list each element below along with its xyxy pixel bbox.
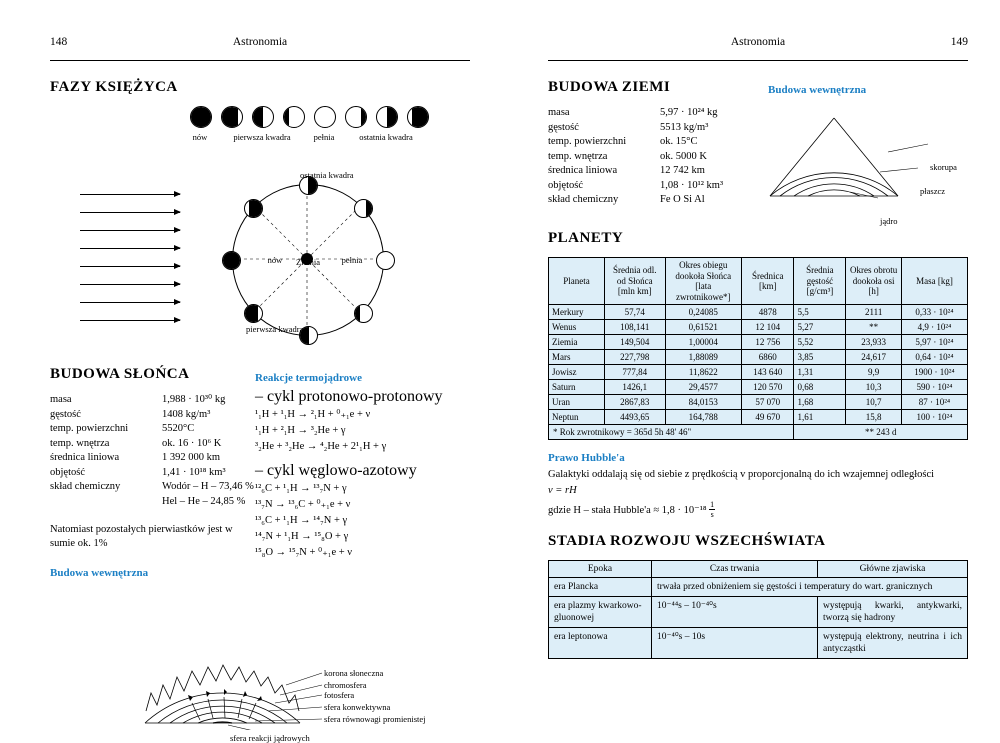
heading-earth-structure: BUDOWA ZIEMI (548, 79, 671, 95)
sun-structure-note: Natomiast pozostałych pierwiastków jest w sumie ok. 1% (50, 524, 233, 549)
list-item: średnica liniowa 12 742 km (548, 165, 705, 176)
phase-label-first-quarter: pierwsza kwadra (233, 132, 291, 142)
reactions-cycle2 (255, 481, 470, 560)
equation: ¹₁H + ²₁H → ³₂He + γ (255, 425, 346, 436)
left-page (50, 36, 470, 743)
list-item: skład chemiczny Wodór – H – 73,46 % (50, 481, 254, 492)
hubble-unit: $\frac{1}{s}$ (710, 500, 715, 519)
earth-label-core: jądro (880, 216, 898, 226)
right-page (548, 36, 968, 659)
earth-interior-wrap (758, 100, 968, 226)
header-rule-left (50, 60, 470, 61)
table-row: era Plancka trwała przed obniżeniem się gęstości i temperatury do wart. granicznych (549, 578, 968, 597)
heading-planets: PLANETY (548, 230, 624, 246)
folio-right: 149 (950, 36, 968, 48)
sun-ray (80, 194, 180, 195)
phase-label-new: nów (192, 132, 208, 142)
col-epoch: Epoka (549, 561, 652, 578)
list-item: objętość 1,08 · 10¹² km³ (548, 179, 724, 191)
table-row: Merkury 57,74 0,24085 4878 5,5 2111 0,33 · 10²⁴ (549, 305, 968, 320)
moon-icon-first-quarter (252, 106, 274, 128)
sun-ray (80, 212, 180, 213)
reactions-cycle1 (255, 407, 470, 454)
phase-label-last-quarter: ostatnia kwadra (359, 132, 413, 142)
list-item: gęstość 1408 kg/m³ (50, 408, 211, 420)
orbit-moon-full (376, 251, 395, 270)
list-item: skład chemiczny Fe O Si Al (548, 194, 705, 205)
table-header-row (549, 561, 968, 578)
table-row: Wenus 108,141 0,61521 12 104 5,27 ** 4,9 · 10²⁴ (549, 320, 968, 335)
sun-label-radiative: sfera równowagi promienistej (324, 714, 426, 724)
sun-structure-block (50, 366, 260, 551)
list-item: temp. powierzchni 5520°C (50, 423, 195, 434)
sun-ray (80, 302, 180, 303)
equation: ³₂He + ³₂He → ⁴₂He + 2¹₁H + γ (255, 441, 387, 452)
equation: ¹⁴₇N + ¹₁H → ¹⁵₈O + γ (255, 531, 349, 542)
sun-structure-list (50, 393, 260, 509)
equation: ¹²₆C + ¹₁H → ¹³₇N + γ (255, 483, 347, 494)
moon-icon-full (314, 106, 336, 128)
sun-ray (80, 266, 180, 267)
table-row: Mars 227,798 1,88089 6860 3,85 24,617 0,64 · 10²⁴ (549, 350, 968, 365)
phase-label-full: pełnia (313, 132, 335, 142)
heading-sun-structure: BUDOWA SŁOŃCA (50, 366, 190, 382)
heading-reactions: Reakcje termojądrowe (255, 372, 363, 384)
sun-label-corona: korona słoneczna (324, 668, 384, 678)
list-item: temp. wnętrza ok. 16 · 10⁶ K (50, 437, 222, 449)
moon-icon-new (190, 106, 212, 128)
table-row: era plazmy kwarkowo-gluonowej 10⁻⁴⁴s – 10⁻⁴⁰s występują kwarki, antykwarki, tworzą się hadrony (549, 597, 968, 628)
list-item: masa 5,97 · 10²⁴ kg (548, 107, 718, 118)
col-period: Okres obiegu dookoła Słońca [lata zwrotnikowe*] (665, 258, 741, 305)
sun-label-convective: sfera konwektywna (324, 702, 391, 712)
footnote-venus-rotation: ** 243 d (794, 425, 968, 440)
folio-left: 148 (50, 36, 68, 48)
moon-icon-waning-cresc (407, 106, 429, 128)
orbit-moon-new (222, 251, 241, 270)
hubble-body (548, 468, 968, 519)
table-header-row (549, 258, 968, 305)
moon-orbit-diagram (50, 170, 470, 360)
orbit-label-first-quarter: pierwsza kwadra (246, 324, 304, 334)
sun-ray (80, 230, 180, 231)
running-title-left: Astronomia (232, 36, 288, 48)
heading-hubble-law: Prawo Hubble'a (548, 452, 625, 464)
reactions-cycle2-title: – cykl węglowo-azotowy (255, 462, 417, 479)
planets-table (548, 257, 968, 440)
table-row: Saturn 1426,1 29,4577 120 570 0,68 10,3 590 · 10²⁴ (549, 380, 968, 395)
table-row: era leptonowa 10⁻⁴⁰s – 10s występują elektrony, neutrina i ich antycząstki (549, 628, 968, 659)
heading-universe-stages: STADIA ROZWOJU WSZECHŚWIATA (548, 533, 826, 549)
col-mass: Masa [kg] (901, 258, 967, 305)
running-head-right (548, 36, 968, 58)
list-item: temp. powierzchni ok. 15°C (548, 136, 698, 147)
equation: ¹⁵₈O → ¹⁵₇N + ⁰₊₁e + ν (255, 547, 353, 558)
orbit-label-new: nów (267, 255, 283, 265)
equation: ¹₁H + ¹₁H → ²₁H + ⁰₊₁e + ν (255, 409, 371, 420)
table-footer-row (549, 425, 968, 440)
footnote-tropical-year: * Rok zwrotnikowy = 365d 5h 48' 46" (549, 425, 794, 440)
equation: ¹³₇N → ¹³₆C + ⁰₊₁e + ν (255, 499, 351, 510)
earth-structure-list (548, 106, 788, 208)
table-row: Neptun 4493,65 164,788 49 670 1,61 15,8 100 · 10²⁴ (549, 410, 968, 425)
equation: ¹³₆C + ¹₁H → ¹⁴₇N + γ (255, 515, 348, 526)
list-item: Hel – He – 24,85 % (162, 495, 246, 507)
table-row: Jowisz 777,84 11,8622 143 640 1,31 9,9 1900 · 10²⁴ (549, 365, 968, 380)
orbit-moon-waning-gibbous (354, 199, 373, 218)
orbit-moon-waning-cresc (244, 199, 263, 218)
col-diameter: Średnica [km] (741, 258, 794, 305)
list-item: gęstość 5513 kg/m³ (548, 121, 709, 133)
moon-icon-waxing-cresc (221, 106, 243, 128)
sun-label-chromosphere: chromosfera (324, 680, 367, 690)
col-density: Średnia gęstość [g/cm³] (794, 258, 846, 305)
moon-icon-waning-gibbous (345, 106, 367, 128)
sun-label-core: sfera reakcji jądrowych (230, 733, 310, 743)
orbit-label-full: pełnia (341, 255, 363, 265)
col-duration: Czas trwania (652, 561, 818, 578)
sun-ray (80, 284, 180, 285)
list-item: masa 1,988 · 10³⁰ kg (50, 394, 226, 405)
col-phenomena: Główne zjawiska (818, 561, 968, 578)
moon-icon-waxing-gibbous (283, 106, 305, 128)
sun-interior-svg (50, 585, 470, 730)
sun-ray (80, 248, 180, 249)
moon-phase-strip (50, 106, 470, 166)
orbit-label-last-quarter: ostatnia kwadra (300, 170, 354, 180)
reactions-block (255, 372, 470, 561)
heading-earth-interior: Budowa wewnętrzna (768, 84, 867, 96)
list-item: temp. wnętrza ok. 5000 K (548, 150, 707, 162)
reactions-cycle1-title: – cykl protonowo-protonowy (255, 388, 443, 405)
col-rotation: Okres obrotu dookoła osi [h] (846, 258, 902, 305)
running-title-right: Astronomia (730, 36, 786, 48)
orbit-label-earth: Ziemia (295, 257, 321, 267)
earth-label-mantle: płaszcz (920, 186, 946, 196)
col-distance: Średnia odl. od Słońca [mln km] (604, 258, 665, 305)
list-item: objętość 1,41 · 10¹⁸ km³ (50, 466, 226, 478)
hubble-line1: Galaktyki oddalają się od siebie z prędkością v proporcjonalną do ich wzajemnej odległości (548, 469, 935, 480)
table-row: Uran 2867,83 84,0153 57 070 1,68 10,7 87 · 10²⁴ (549, 395, 968, 410)
sun-label-photosphere: fotosfera (324, 690, 355, 700)
orbit-moon-waxing-gibbous (354, 304, 373, 323)
earth-label-crust: skorupa (930, 162, 957, 172)
sun-ray (80, 320, 180, 321)
hubble-constant-text: gdzie H – stała Hubble'a ≈ 1,8 · 10⁻¹⁸ (548, 505, 710, 516)
earth-interior-diagram (758, 84, 968, 226)
moon-icon-last-quarter (376, 106, 398, 128)
table-row: Ziemia 149,504 1,00004 12 756 5,52 23,933 5,97 · 10²⁴ (549, 335, 968, 350)
header-rule-right (548, 60, 968, 61)
hubble-line2 (548, 500, 968, 519)
hubble-formula: v = rH (548, 485, 577, 496)
orbit-moon-waxing-cresc (244, 304, 263, 323)
col-planet: Planeta (549, 258, 605, 305)
heading-moon-phases: FAZY KSIĘŻYCA (50, 79, 178, 95)
heading-sun-interior: Budowa wewnętrzna (50, 567, 149, 579)
sun-and-reactions (50, 366, 470, 558)
running-head-left (50, 36, 470, 58)
sun-interior-diagram (50, 585, 470, 743)
list-item: średnica liniowa 1 392 000 km (50, 452, 221, 463)
stages-table (548, 560, 968, 659)
